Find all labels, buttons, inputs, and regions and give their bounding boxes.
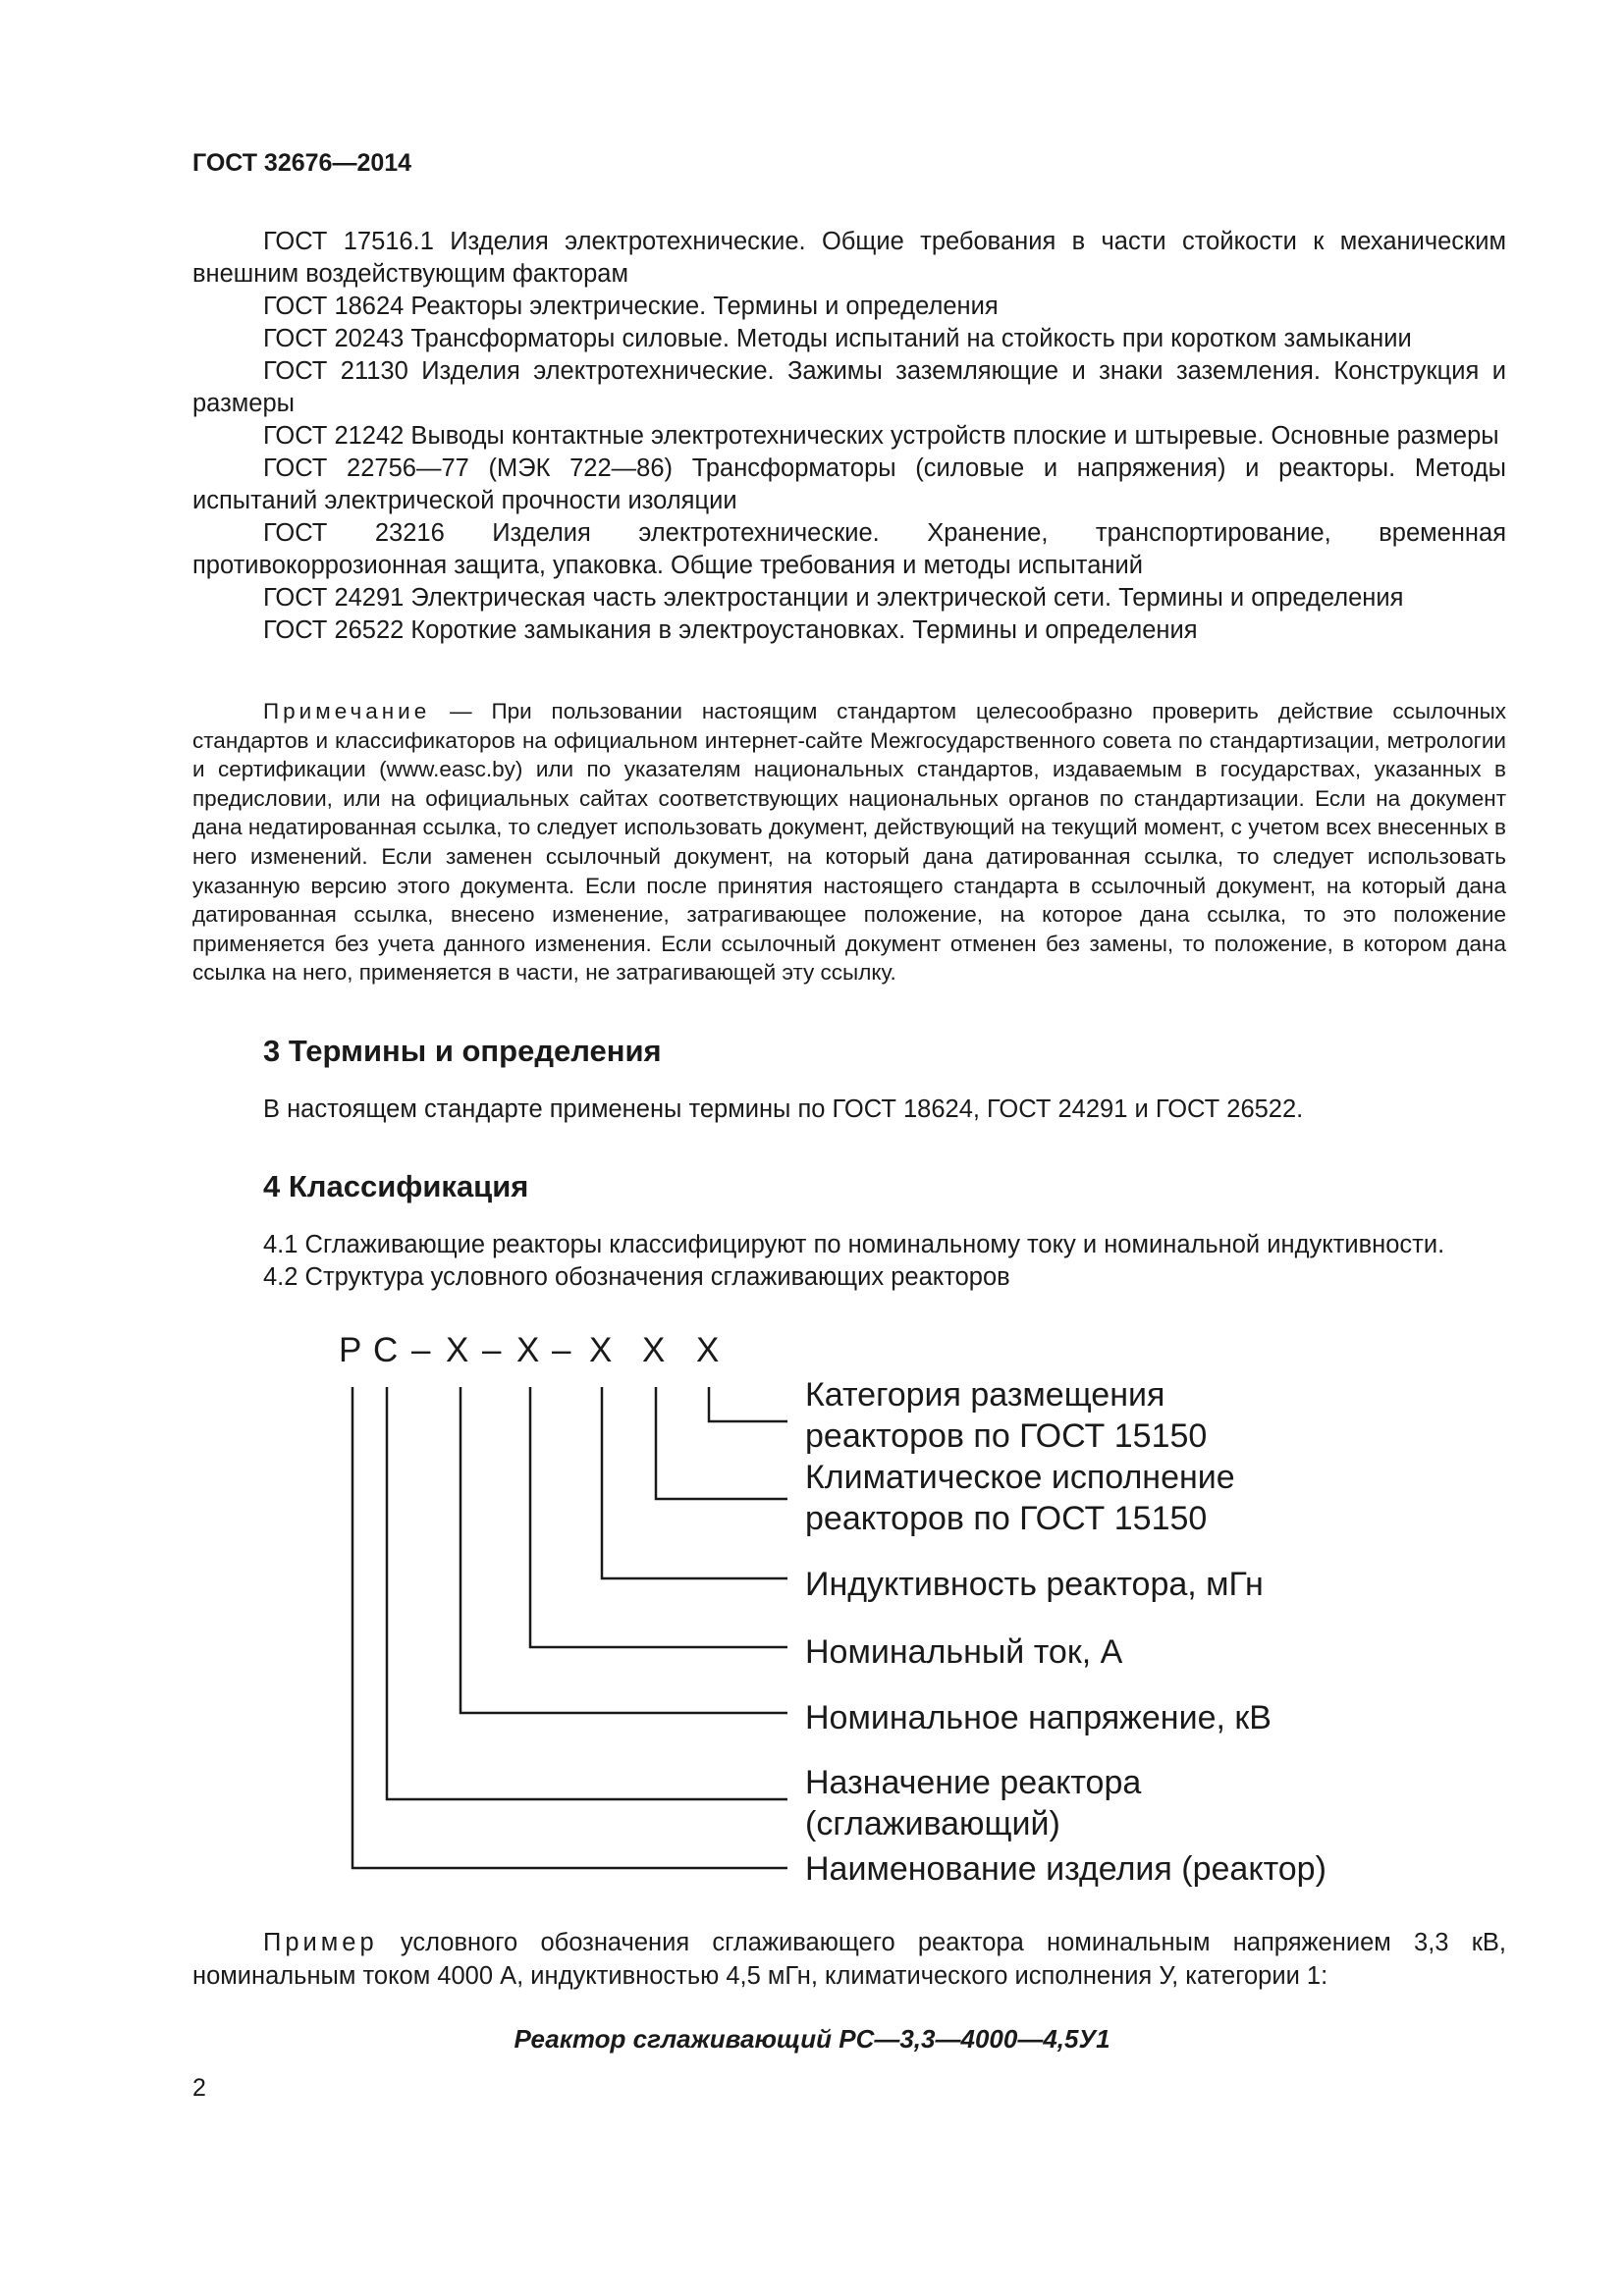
code-char: Р (339, 1331, 362, 1369)
diagram-label: Климатическое исполнение (805, 1459, 1235, 1496)
code-char: Х (446, 1331, 469, 1369)
section-3-text: В настоящем стандарте применены термины по ГОСТ 18624, ГОСТ 24291 и ГОСТ 26522. (263, 1095, 1304, 1123)
diagram-label: реакторов по ГОСТ 15150 (805, 1500, 1208, 1537)
leader-line (460, 1387, 787, 1713)
reference-item: ГОСТ 20243 Трансформаторы силовые. Методы испытаний на стойкость при коротком замыкании (263, 325, 1412, 352)
code-char: – (552, 1331, 571, 1369)
diagram-label: (сглаживающий) (805, 1805, 1060, 1842)
note-label: Примечание (263, 699, 431, 723)
example-designation: Реактор сглаживающий РС—3,3—4000—4,5У1 (514, 2024, 1110, 2054)
reference-item: ГОСТ 18624 Реакторы электрические. Термины и определения (263, 293, 999, 320)
reference-item: ГОСТ 22756—77 (МЭК 722—86) Трансформаторы (силовые и напряжения) и реакторы. Методы испытаний электрической прочности изоляции (192, 454, 1506, 514)
code-char: Х (642, 1331, 666, 1369)
diagram-label: Наименование изделия (реактор) (805, 1850, 1326, 1888)
section-4-1-text: 4.1 Сглаживающие реакторы классифицируют по номинальному току и номинальной индуктивности. (263, 1231, 1445, 1258)
diagram-label: Номинальное напряжение, кВ (805, 1699, 1272, 1736)
note-text: — При пользовании настоящим стандартом целесообразно проверить действие ссылочных стандартов и классификаторов на официальном интернет-сайте Межгосударственного совета по стандартизации, метрологии и сертификации (www.easc.by) или по указателям национальных стандартов, издаваемым в государствах, указанных в предисловии, или на официальных сайтах соответствующих национальных органов по стандартизации. Если на документ дана недатированная ссылка, то следует использовать документ, действующий на текущий момент, с учетом всех внесенных в него изменений. Если заменен ссылочный документ, на который дана датированная ссылка, то следует использовать указанную версию этого документа. Если после принятия настоящего стандарта в ссылочный документ, на который дана датированная ссылка, внесено изменение, затрагивающее положение, на которое дана ссылка, то это положение применяется без учета данного изменения. Если ссылочный документ отменен без замены, то положение, в котором дана ссылка на него, применяется в части, не затрагивающей эту ссылку. (192, 699, 1506, 986)
reference-item: ГОСТ 26522 Короткие замыкания в электроустановках. Термины и определения (263, 616, 1198, 644)
leader-line (656, 1387, 787, 1499)
reference-item: ГОСТ 24291 Электрическая часть электростанции и электрической сети. Термины и определения (263, 584, 1404, 612)
example-paragraph (192, 1926, 1506, 1993)
page-number: 2 (192, 2074, 206, 2102)
section-4-heading: 4 Классификация (263, 1169, 529, 1203)
diagram-label: Категория размещения (805, 1376, 1165, 1414)
code-char: Х (516, 1331, 540, 1369)
reference-item: ГОСТ 23216 Изделия электротехнические. Хранение, транспортирование, временная противокоррозионная защита, упаковка. Общие требования и методы испытаний (192, 519, 1506, 579)
leader-line (602, 1387, 787, 1578)
section-4-2-text: 4.2 Структура условного обозначения сглаживающих реакторов (263, 1263, 1010, 1291)
diagram-label: Номинальный ток, А (805, 1633, 1123, 1671)
section-3-heading: 3 Термины и определения (263, 1034, 662, 1068)
diagram-label: реакторов по ГОСТ 15150 (805, 1417, 1208, 1455)
document-header: ГОСТ 32676—2014 (192, 149, 412, 177)
leader-line (352, 1387, 787, 1868)
leader-line (530, 1387, 787, 1647)
leader-line (387, 1387, 787, 1799)
example-label: Пример (263, 1929, 378, 1956)
code-char: Х (589, 1331, 613, 1369)
reference-item: ГОСТ 21242 Выводы контактные электротехнических устройств плоские и штыревые. Основные размеры (263, 422, 1499, 450)
reference-item: ГОСТ 17516.1 Изделия электротехнические. Общие требования в части стойкости к механическим внешним воздействующим факторам (192, 228, 1506, 288)
code-char: – (482, 1331, 502, 1369)
code-char: С (373, 1331, 399, 1369)
diagram-label: Индуктивность реактора, мГн (805, 1566, 1264, 1603)
example-text: условного обозначения сглаживающего реактора номинальным напряжением 3,3 кВ, номинальным током 4000 А, индуктивностью 4,5 мГн, климатического исполнения У, категории 1: (192, 1929, 1506, 1990)
reference-item: ГОСТ 21130 Изделия электротехнические. Зажимы заземляющие и знаки заземления. Конструкция и размеры (192, 357, 1506, 417)
code-char: – (411, 1331, 431, 1369)
code-char: Х (696, 1331, 720, 1369)
diagram-label: Назначение реактора (805, 1764, 1142, 1801)
leader-line (709, 1387, 787, 1421)
